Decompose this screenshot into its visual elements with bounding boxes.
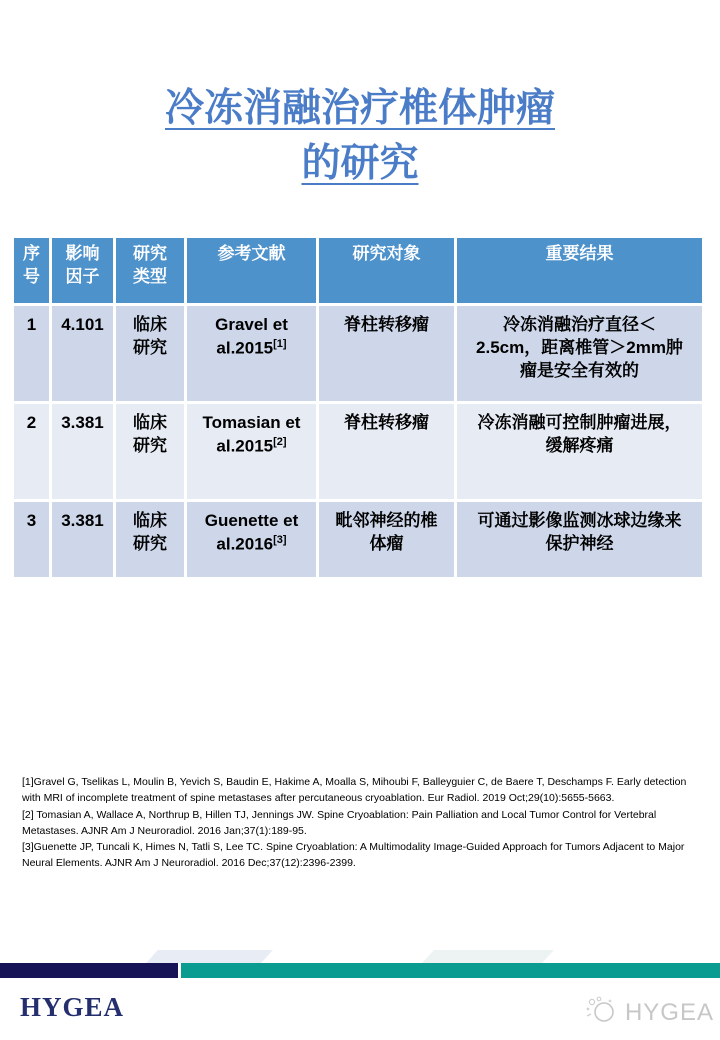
table-row (14, 404, 702, 499)
cell-impact-factor: 4.101 (52, 306, 113, 401)
header-cell-reference: 参考文献 (187, 238, 316, 303)
study-table (11, 235, 705, 580)
hygea-watermark-icon (583, 992, 619, 1033)
cell-no: 3 (14, 502, 49, 577)
header-cell-subject: 研究对象 (319, 238, 454, 303)
footer-bar-teal (181, 963, 720, 978)
cell-result: 可通过影像监测冰球边缘来保护神经 (457, 502, 702, 577)
reference-superscript: [2] (273, 435, 287, 448)
cell-result: 冷冻消融治疗直径＜2.5cm，距离椎管＞2mm肿瘤是安全有效的 (457, 306, 702, 401)
footer-bar-accent (422, 950, 554, 963)
header-cell-no: 序号 (14, 238, 49, 303)
page-title (0, 82, 720, 191)
cell-reference: Gravel et al.2015[1] (187, 306, 316, 401)
cell-impact-factor: 3.381 (52, 404, 113, 499)
cell-result: 冷冻消融可控制肿瘤进展，缓解疼痛 (457, 404, 702, 499)
cell-impact-factor: 3.381 (52, 502, 113, 577)
footnote-list (22, 774, 702, 872)
cell-subject: 毗邻神经的椎体瘤 (319, 502, 454, 577)
cell-reference: Guenette et al.2016[3] (187, 502, 316, 577)
hygea-watermark (583, 992, 714, 1033)
table-row (14, 502, 702, 577)
footnote-2: [2] Tomasian A, Wallace A, Northrup B, Hillen TJ, Jennings JW. Spine Cryoablation: Pain Palliation and Local Tumor Control for Vertebral Metastases. AJNR Am J Neuroradiol. 2016 Jan;37(1):189-95. (22, 808, 657, 837)
footer-bar-navy (0, 963, 178, 978)
cell-study-type: 临床研究 (116, 404, 184, 499)
header-cell-result: 重要结果 (457, 238, 702, 303)
cell-no: 2 (14, 404, 49, 499)
page-title-line1: 冷冻消融治疗椎体肿瘤 (164, 87, 555, 130)
footnote-1: [1]Gravel G, Tselikas L, Moulin B, Yevich S, Baudin E, Hakime A, Moalla S, Mihoubi F, Balleyguier C, de Baere T, Deschamps F. Early detection with MRI of incomplete treatment of spine metastases after percutaneous cryoablation. Eur Radiol. 2019 Oct;29(10):5655-5663. (22, 776, 687, 805)
table-header-row (14, 238, 702, 303)
cell-subject: 脊柱转移瘤 (319, 404, 454, 499)
header-cell-impact-factor: 影响因子 (52, 238, 113, 303)
reference-superscript: [3] (273, 533, 287, 546)
cell-study-type: 临床研究 (116, 502, 184, 577)
cell-reference: Tomasian et al.2015[2] (187, 404, 316, 499)
cell-study-type: 临床研究 (116, 306, 184, 401)
header-cell-study-type: 研究类型 (116, 238, 184, 303)
hygea-wordmark: HYGEA (20, 992, 125, 1022)
page-title-line2: 的研究 (301, 141, 419, 185)
cell-subject: 脊柱转移瘤 (319, 306, 454, 401)
table-row (14, 306, 702, 401)
footnote-3: [3]Guenette JP, Tuncali K, Himes N, Tatli S, Lee TC. Spine Cryoablation: A Multimodality Image-Guided Approach for Tumors Adjacent to Major Neural Elements. AJNR Am J Neuroradiol. 2016 Dec;37(12):2396-2399. (22, 841, 685, 870)
cell-no: 1 (14, 306, 49, 401)
reference-superscript: [1] (273, 337, 287, 350)
footer-bar-accent (146, 950, 273, 963)
hygea-watermark-text: HYGEA (624, 998, 714, 1026)
